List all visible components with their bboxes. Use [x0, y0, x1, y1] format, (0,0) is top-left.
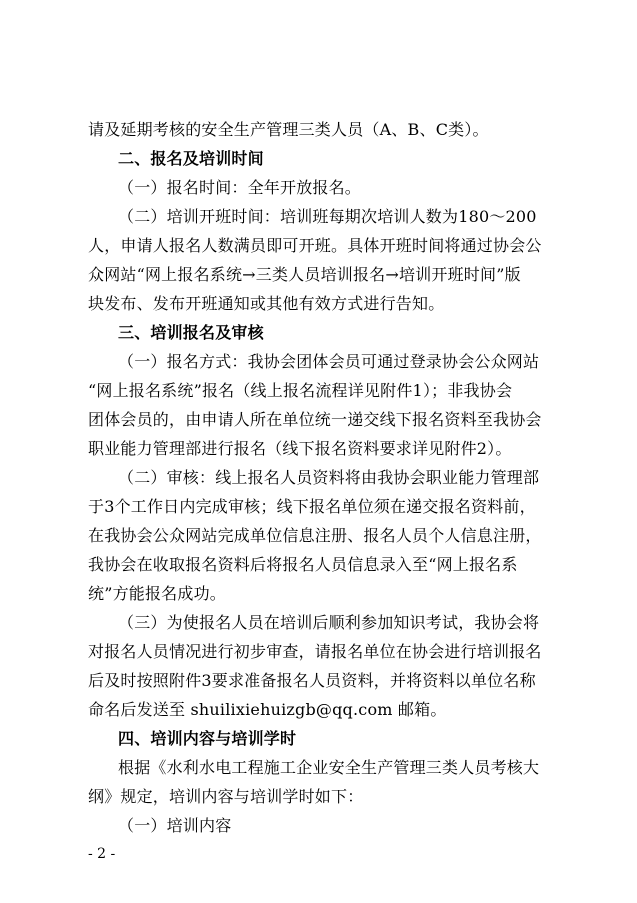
- body-line: 在我协会公众网站完成单位信息注册、报名人员个人信息注册，: [88, 526, 542, 545]
- section-heading: 二、报名及培训时间: [118, 149, 264, 168]
- page-number: - 2 -: [88, 846, 116, 862]
- body-line: （二）审核：线上报名人员资料将由我协会职业能力管理部: [118, 468, 540, 487]
- body-line: 我协会在收取报名资料后将报名人员信息录入至“网上报名系: [88, 555, 518, 574]
- body-line: 根据《水利水电工程施工企业安全生产管理三类人员考核大: [118, 758, 540, 777]
- body-line: 人，申请人报名人数满员即可开班。具体开班时间将通过协会公: [88, 236, 542, 255]
- section-heading: 四、培训内容与培训学时: [118, 729, 297, 748]
- body-line: “网上报名系统”报名（线上报名流程详见附件1）；非我协会: [88, 381, 513, 400]
- body-line: 对报名人员情况进行初步审查，请报名单位在协会进行培训报名: [88, 642, 542, 661]
- body-line: 团体会员的，由申请人所在单位统一递交线下报名资料至我协会: [88, 410, 542, 429]
- body-line: 职业能力管理部进行报名（线下报名资料要求详见附件2）。: [88, 439, 512, 458]
- body-line: 纲》规定，培训内容与培训学时如下：: [88, 787, 364, 806]
- body-line: 于3个工作日内完成审核；线下报名单位须在递交报名资料前，: [88, 497, 536, 516]
- body-line: 命名后发送至 shuilixiehuizgb@qq.com 邮箱。: [88, 700, 447, 719]
- body-line: （一）培训内容: [118, 816, 232, 835]
- body-line: 众网站“网上报名系统→三类人员培训报名→培训开班时间”版: [88, 265, 521, 284]
- body-line: （一）报名方式：我协会团体会员可通过登录协会公众网站: [118, 352, 540, 371]
- body-line: （三）为使报名人员在培训后顺利参加知识考试，我协会将: [118, 613, 540, 632]
- body-line: 后及时按照附件3要求准备报名人员资料，并将资料以单位名称: [88, 671, 536, 690]
- body-line: 块发布、发布开班通知或其他有效方式进行告知。: [88, 294, 445, 313]
- body-line: 统”方能报名成功。: [88, 584, 226, 603]
- body-line: （二）培训开班时间：培训班每期次培训人数为180～200: [118, 207, 537, 226]
- body-line: （一）报名时间：全年开放报名。: [118, 178, 362, 197]
- body-line: 请及延期考核的安全生产管理三类人员（A、B、C类）。: [88, 120, 489, 139]
- section-heading: 三、培训报名及审核: [118, 323, 264, 342]
